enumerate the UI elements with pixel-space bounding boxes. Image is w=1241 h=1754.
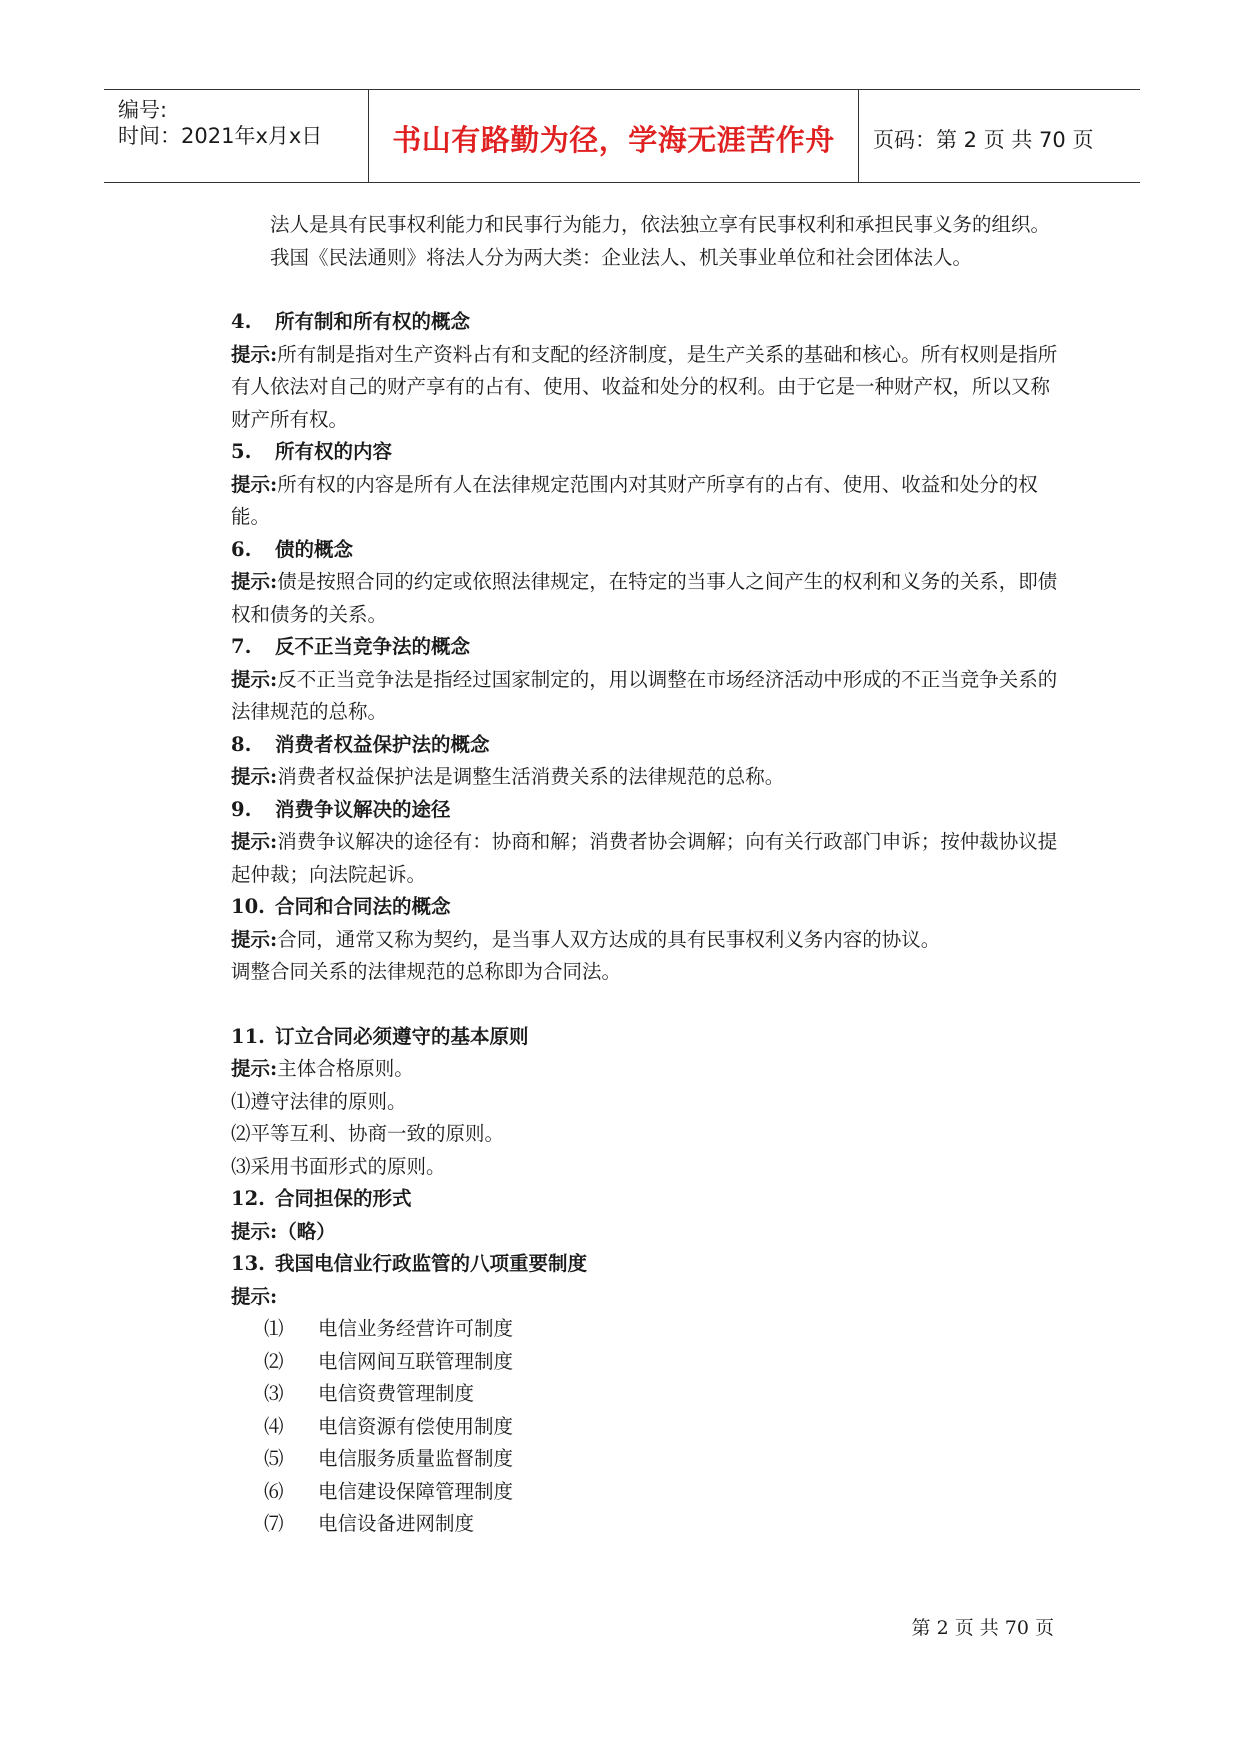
section-title: 所有制和所有权的概念 bbox=[275, 310, 471, 333]
list-index: ⑹ bbox=[264, 1479, 284, 1503]
list-text: 电信资源有偿使用制度 bbox=[318, 1414, 514, 1438]
page-footer: 第 2 页 共 70 页 bbox=[911, 1617, 1054, 1639]
section-12-tip: 提示:（略） bbox=[231, 1219, 336, 1243]
tip-label: 提示: bbox=[231, 830, 278, 853]
section-number: 13. bbox=[231, 1252, 265, 1275]
tip-label: 提示: bbox=[231, 472, 278, 496]
list-item bbox=[231, 1476, 1061, 1509]
section-number: 11. bbox=[231, 1024, 265, 1048]
section-title: 我国电信业行政监管的八项重要制度 bbox=[275, 1252, 588, 1275]
list-text: 电信建设保障管理制度 bbox=[318, 1479, 514, 1503]
tip-label: 提示: bbox=[231, 1057, 278, 1080]
list-index: ⑷ bbox=[264, 1414, 284, 1438]
header-page-info: 页码：第 2 页 共 70 页 bbox=[873, 128, 1094, 152]
section-text: 债是按照合同的约定或依照法律规定，在特定的当事人之间产生的权利和义务的关系，即债权和债务的关系。 bbox=[231, 570, 1058, 626]
tip-label: 提示: bbox=[231, 570, 278, 593]
section-title: 债的概念 bbox=[275, 537, 354, 561]
section-title: 消费者权益保护法的概念 bbox=[275, 732, 490, 756]
section-7-body bbox=[231, 664, 1061, 729]
section-11-body bbox=[231, 1053, 1061, 1086]
section-9-body bbox=[231, 826, 1061, 891]
section-text: 消费者权益保护法是调整生活消费关系的法律规范的总称。 bbox=[277, 765, 785, 788]
section-text: 主体合格原则。 bbox=[277, 1057, 414, 1080]
section-number: 10. bbox=[231, 895, 265, 918]
section-9-heading bbox=[231, 794, 1061, 827]
list-text: 电信网间互联管理制度 bbox=[318, 1349, 514, 1373]
tip-label: 提示: bbox=[231, 927, 278, 951]
intro-paragraph-2: 我国《民法通则》将法人分为两大类：企业法人、机关事业单位和社会团体法人。 bbox=[270, 245, 973, 269]
list-item: ⑵平等互利、协商一致的原则。 bbox=[231, 1122, 505, 1145]
section-text: 所有权的内容是所有人在法律规定范围内对其财产所享有的占有、使用、收益和处分的权能。 bbox=[231, 472, 1038, 528]
header-motto: 书山有路勤为径，学海无涯苦作舟 bbox=[392, 123, 835, 157]
section-12-heading bbox=[231, 1183, 1061, 1216]
section-title: 订立合同必须遵守的基本原则 bbox=[275, 1024, 529, 1048]
tip-label: 提示: bbox=[231, 765, 278, 788]
document-body bbox=[231, 209, 1061, 1541]
list-item: ⑶采用书面形式的原则。 bbox=[231, 1154, 446, 1178]
document-number-label: 编号: bbox=[118, 98, 168, 122]
list-text: 电信设备进网制度 bbox=[318, 1512, 475, 1535]
section-7-heading bbox=[231, 631, 1061, 664]
list-index: ⑸ bbox=[264, 1447, 284, 1470]
section-text: 所有制是指对生产资料占有和支配的经济制度，是生产关系的基础和核心。所有权则是指所有人依法对自己的财产享有的占有、使用、收益和处分的权利。由于它是一种财产权，所以又称财产所有权。 bbox=[231, 342, 1058, 431]
section-11-heading bbox=[231, 1021, 1061, 1054]
list-item bbox=[231, 1443, 1061, 1476]
document-header bbox=[104, 89, 1140, 183]
section-number: 5. bbox=[231, 440, 252, 463]
section-title: 合同和合同法的概念 bbox=[275, 895, 451, 918]
header-page-cell bbox=[859, 90, 1140, 182]
section-title: 所有权的内容 bbox=[275, 440, 393, 463]
section-6-heading bbox=[231, 534, 1061, 567]
list-text: 电信资费管理制度 bbox=[318, 1382, 475, 1405]
section-13-heading bbox=[231, 1248, 1061, 1281]
section-text: 消费争议解决的途径有：协商和解；消费者协会调解；向有关行政部门申诉；按仲裁协议提起仲裁；向法院起诉。 bbox=[231, 830, 1058, 886]
section-title: 反不正当竞争法的概念 bbox=[275, 635, 471, 658]
list-index: ⑴ bbox=[264, 1317, 284, 1340]
list-text: 电信服务质量监督制度 bbox=[318, 1447, 514, 1470]
list-index: ⑵ bbox=[264, 1349, 284, 1373]
section-4-body bbox=[231, 339, 1061, 437]
section-number: 9. bbox=[231, 797, 252, 821]
section-number: 12. bbox=[231, 1187, 265, 1210]
section-title: 消费争议解决的途径 bbox=[275, 797, 451, 821]
section-text: 反不正当竞争法是指经过国家制定的，用以调整在市场经济活动中形成的不正当竞争关系的法律规范的总称。 bbox=[231, 667, 1058, 723]
list-index: ⑺ bbox=[264, 1512, 284, 1535]
section-5-body bbox=[231, 469, 1061, 534]
list-item bbox=[231, 1411, 1061, 1444]
section-10-body-2: 调整合同关系的法律规范的总称即为合同法。 bbox=[231, 960, 622, 983]
list-item: ⑴遵守法律的原则。 bbox=[231, 1089, 407, 1113]
list-text: 电信业务经营许可制度 bbox=[318, 1317, 514, 1340]
list-item bbox=[231, 1313, 1061, 1346]
section-number: 4. bbox=[231, 310, 252, 333]
tip-label: 提示: bbox=[231, 667, 278, 691]
header-motto-cell bbox=[369, 90, 859, 182]
section-4-heading bbox=[231, 306, 1061, 339]
header-meta-cell bbox=[104, 90, 369, 182]
tip-label: 提示: bbox=[231, 1284, 278, 1308]
section-10-heading bbox=[231, 891, 1061, 924]
section-title: 合同担保的形式 bbox=[275, 1187, 412, 1210]
section-number: 8. bbox=[231, 732, 252, 756]
list-item bbox=[231, 1378, 1061, 1411]
list-index: ⑶ bbox=[264, 1382, 284, 1405]
section-10-body bbox=[231, 924, 1061, 957]
section-6-body bbox=[231, 566, 1061, 631]
section-number: 7. bbox=[231, 635, 252, 658]
list-item bbox=[231, 1346, 1061, 1379]
section-8-heading bbox=[231, 729, 1061, 762]
list-item bbox=[231, 1508, 1061, 1541]
section-8-body bbox=[231, 761, 1061, 794]
section-number: 6. bbox=[231, 537, 252, 561]
intro-paragraph-1: 法人是具有民事权利能力和民事行为能力，依法独立享有民事权利和承担民事义务的组织。 bbox=[270, 213, 1051, 236]
section-text: 合同，通常又称为契约，是当事人双方达成的具有民事权利义务内容的协议。 bbox=[277, 927, 941, 951]
tip-label: 提示: bbox=[231, 342, 278, 366]
section-5-heading bbox=[231, 436, 1061, 469]
document-time-label: 时间：2021年x月x日 bbox=[118, 124, 323, 148]
